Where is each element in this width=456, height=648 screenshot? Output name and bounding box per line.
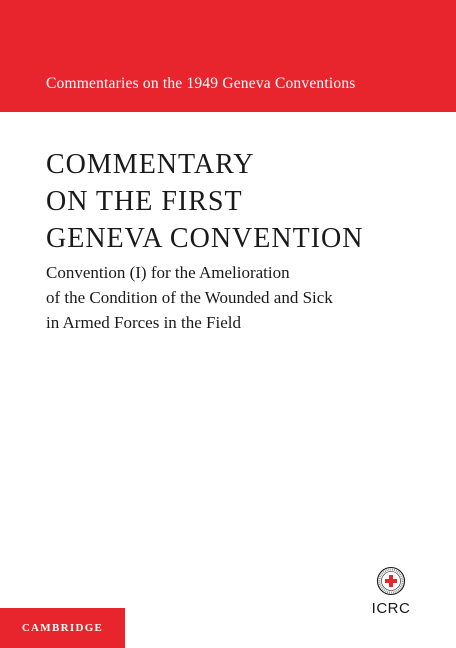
book-title-line: COMMENTARY xyxy=(46,149,255,180)
publisher-logo xyxy=(0,608,125,648)
book-title-line: GENEVA CONVENTION xyxy=(46,223,364,254)
book-title xyxy=(46,146,363,257)
book-title-line: ON THE FIRST xyxy=(46,186,243,217)
book-subtitle xyxy=(46,260,333,335)
publisher-name: CAMBRIDGE xyxy=(21,622,104,634)
red-cross-emblem-icon xyxy=(376,566,406,596)
book-subtitle-line: of the Condition of the Wounded and Sick xyxy=(46,288,333,307)
book-subtitle-line: in Armed Forces in the Field xyxy=(46,313,242,332)
series-banner xyxy=(0,0,456,112)
book-subtitle-line: Convention (I) for the Amelioration xyxy=(46,263,290,282)
series-title: Commentaries on the 1949 Geneva Conventions xyxy=(46,75,356,92)
organization-logo-text: ICRC xyxy=(371,600,411,617)
